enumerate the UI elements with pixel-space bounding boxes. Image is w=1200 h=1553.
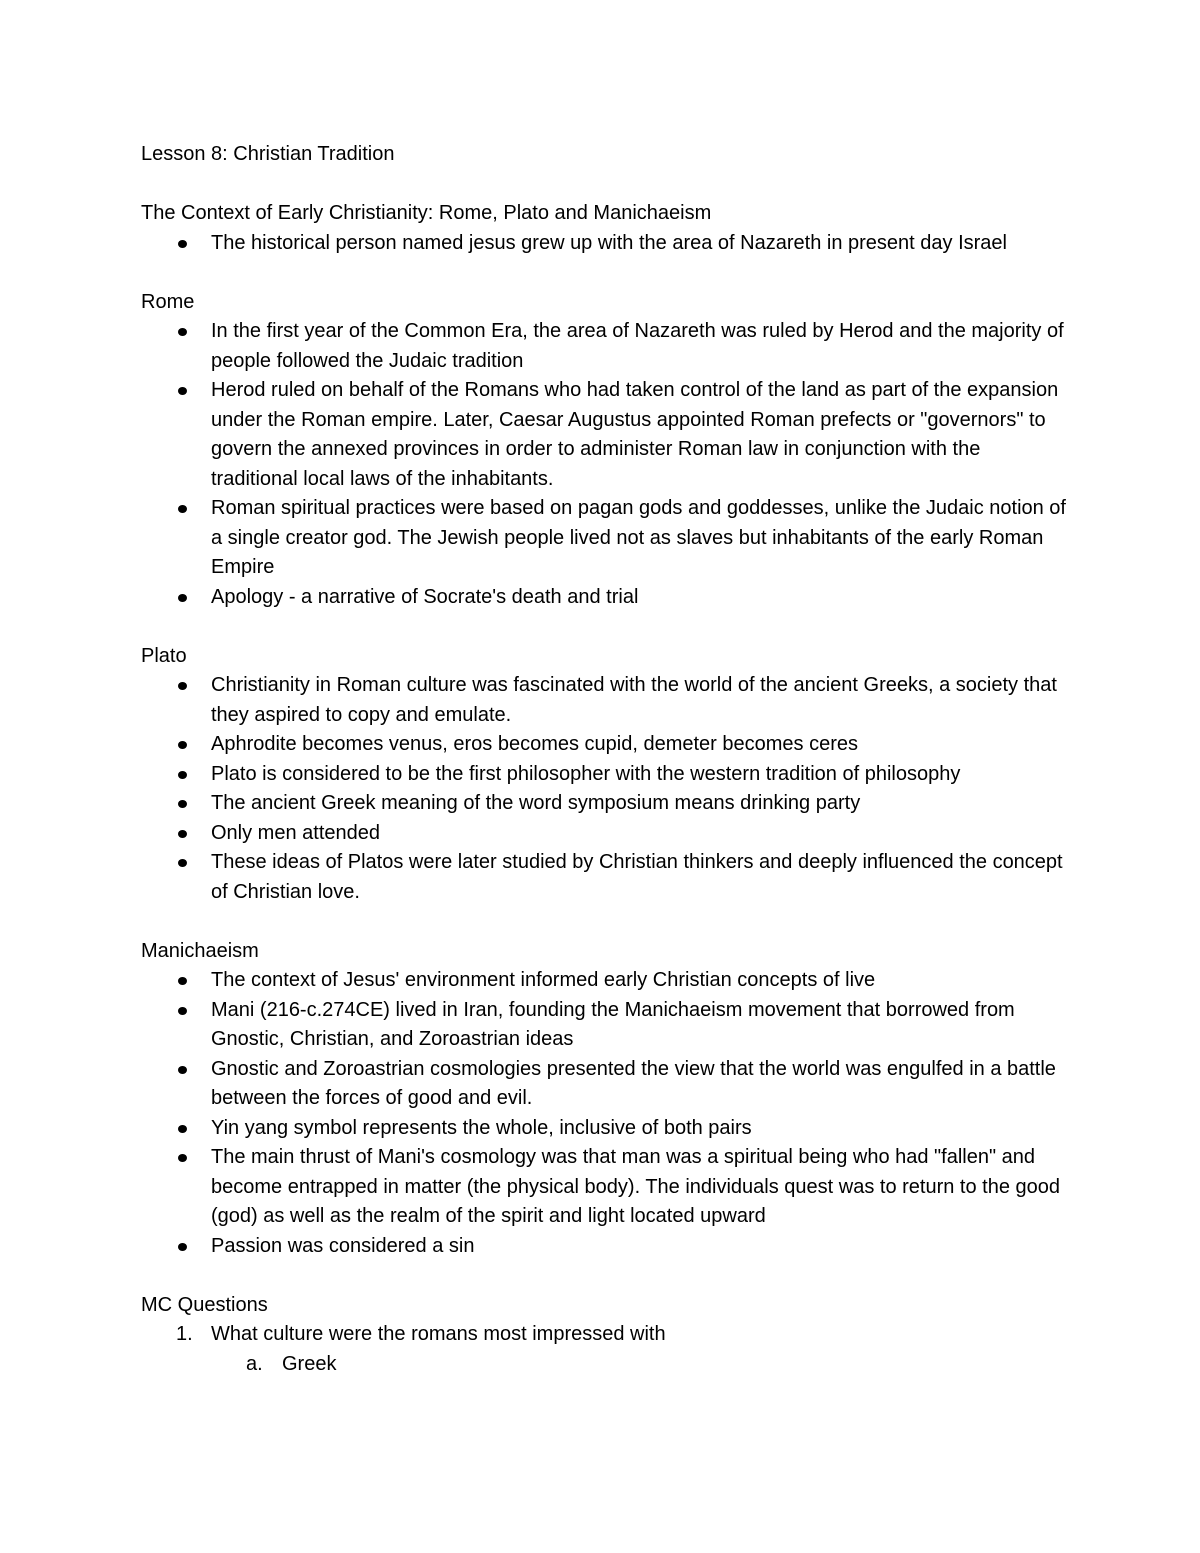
question-item [141,1320,1071,1350]
bullet-icon [178,387,187,395]
list-item: The ancient Greek meaning of the word symposium means drinking party [141,789,1071,819]
document-page [141,140,1071,1379]
bullet-icon [178,1007,187,1015]
bullet-list-plato [141,671,1071,907]
list-item: These ideas of Platos were later studied by Christian thinkers and deeply influenced the concept of Christian love. [141,848,1071,907]
bullet-icon [178,1066,187,1074]
list-item: Apology - a narrative of Socrate's death and trial [141,583,1071,613]
bullet-icon [178,800,187,808]
bullet-icon [178,1154,187,1162]
bullet-icon [178,328,187,336]
section-heading-manichaeism: Manichaeism [141,939,259,962]
bullet-icon [178,1243,187,1251]
list-item: The main thrust of Mani's cosmology was that man was a spiritual being who had "fallen" and become entrapped in matter (the physical body). The individuals quest was to return to the good (god) as well as the realm of the spirit and light located upward [141,1143,1071,1232]
answer-list [141,1350,1071,1380]
bullet-icon [178,741,187,749]
bullet-icon [178,505,187,513]
section-heading-context: The Context of Early Christianity: Rome, Plato and Manichaeism [141,202,712,224]
list-item: Aphrodite becomes venus, eros becomes cupid, demeter becomes ceres [141,730,1071,760]
bullet-list-manichaeism [141,966,1071,1261]
list-item: Mani (216-c.274CE) lived in Iran, founding the Manichaeism movement that borrowed from Gnostic, Christian, and Zoroastrian ideas [141,996,1071,1055]
list-item: Gnostic and Zoroastrian cosmologies presented the view that the world was engulfed in a battle between the forces of good and evil. [141,1055,1071,1114]
list-item: Herod ruled on behalf of the Romans who had taken control of the land as part of the expansion under the Roman empire. Later, Caesar Augustus appointed Roman prefects or "governors" to govern the annexed provinces in order to administer Roman law in conjunction with the traditional local laws of the inhabitants. [141,376,1071,494]
answer-text: Greek [282,1352,337,1375]
question-text: What culture were the romans most impressed with [211,1323,666,1345]
section-heading-plato: Plato [141,644,187,667]
bullet-icon [178,830,187,838]
bullet-icon [178,240,187,248]
bullet-icon [178,771,187,779]
answer-item [141,1350,1071,1380]
bullet-icon [178,682,187,690]
list-item: The historical person named jesus grew up with the area of Nazareth in present day Israel [141,229,1071,259]
question-list [141,1320,1071,1350]
document-title: Lesson 8: Christian Tradition [141,143,395,165]
section-heading-rome: Rome [141,290,195,313]
list-item: Roman spiritual practices were based on pagan gods and goddesses, unlike the Judaic notion of a single creator god. The Jewish people lived not as slaves but inhabitants of the early Roman Empire [141,494,1071,583]
list-item: Plato is considered to be the first philosopher with the western tradition of philosophy [141,760,1071,790]
list-item: Yin yang symbol represents the whole, inclusive of both pairs [141,1114,1071,1144]
list-item: In the first year of the Common Era, the area of Nazareth was ruled by Herod and the majority of people followed the Judaic tradition [141,317,1071,376]
bullet-icon [178,859,187,867]
list-item: Passion was considered a sin [141,1232,1071,1262]
bullet-icon [178,594,187,602]
bullet-list-rome [141,317,1071,612]
bullet-icon [178,977,187,985]
list-item: Christianity in Roman culture was fascinated with the world of the ancient Greeks, a society that they aspired to copy and emulate. [141,671,1071,730]
question-number: 1. [176,1323,193,1345]
list-item: Only men attended [141,819,1071,849]
bullet-icon [178,1125,187,1133]
section-heading-mc-questions: MC Questions [141,1293,268,1316]
answer-letter: a. [246,1352,263,1375]
bullet-list-context [141,229,1071,259]
list-item: The context of Jesus' environment informed early Christian concepts of live [141,966,1071,996]
